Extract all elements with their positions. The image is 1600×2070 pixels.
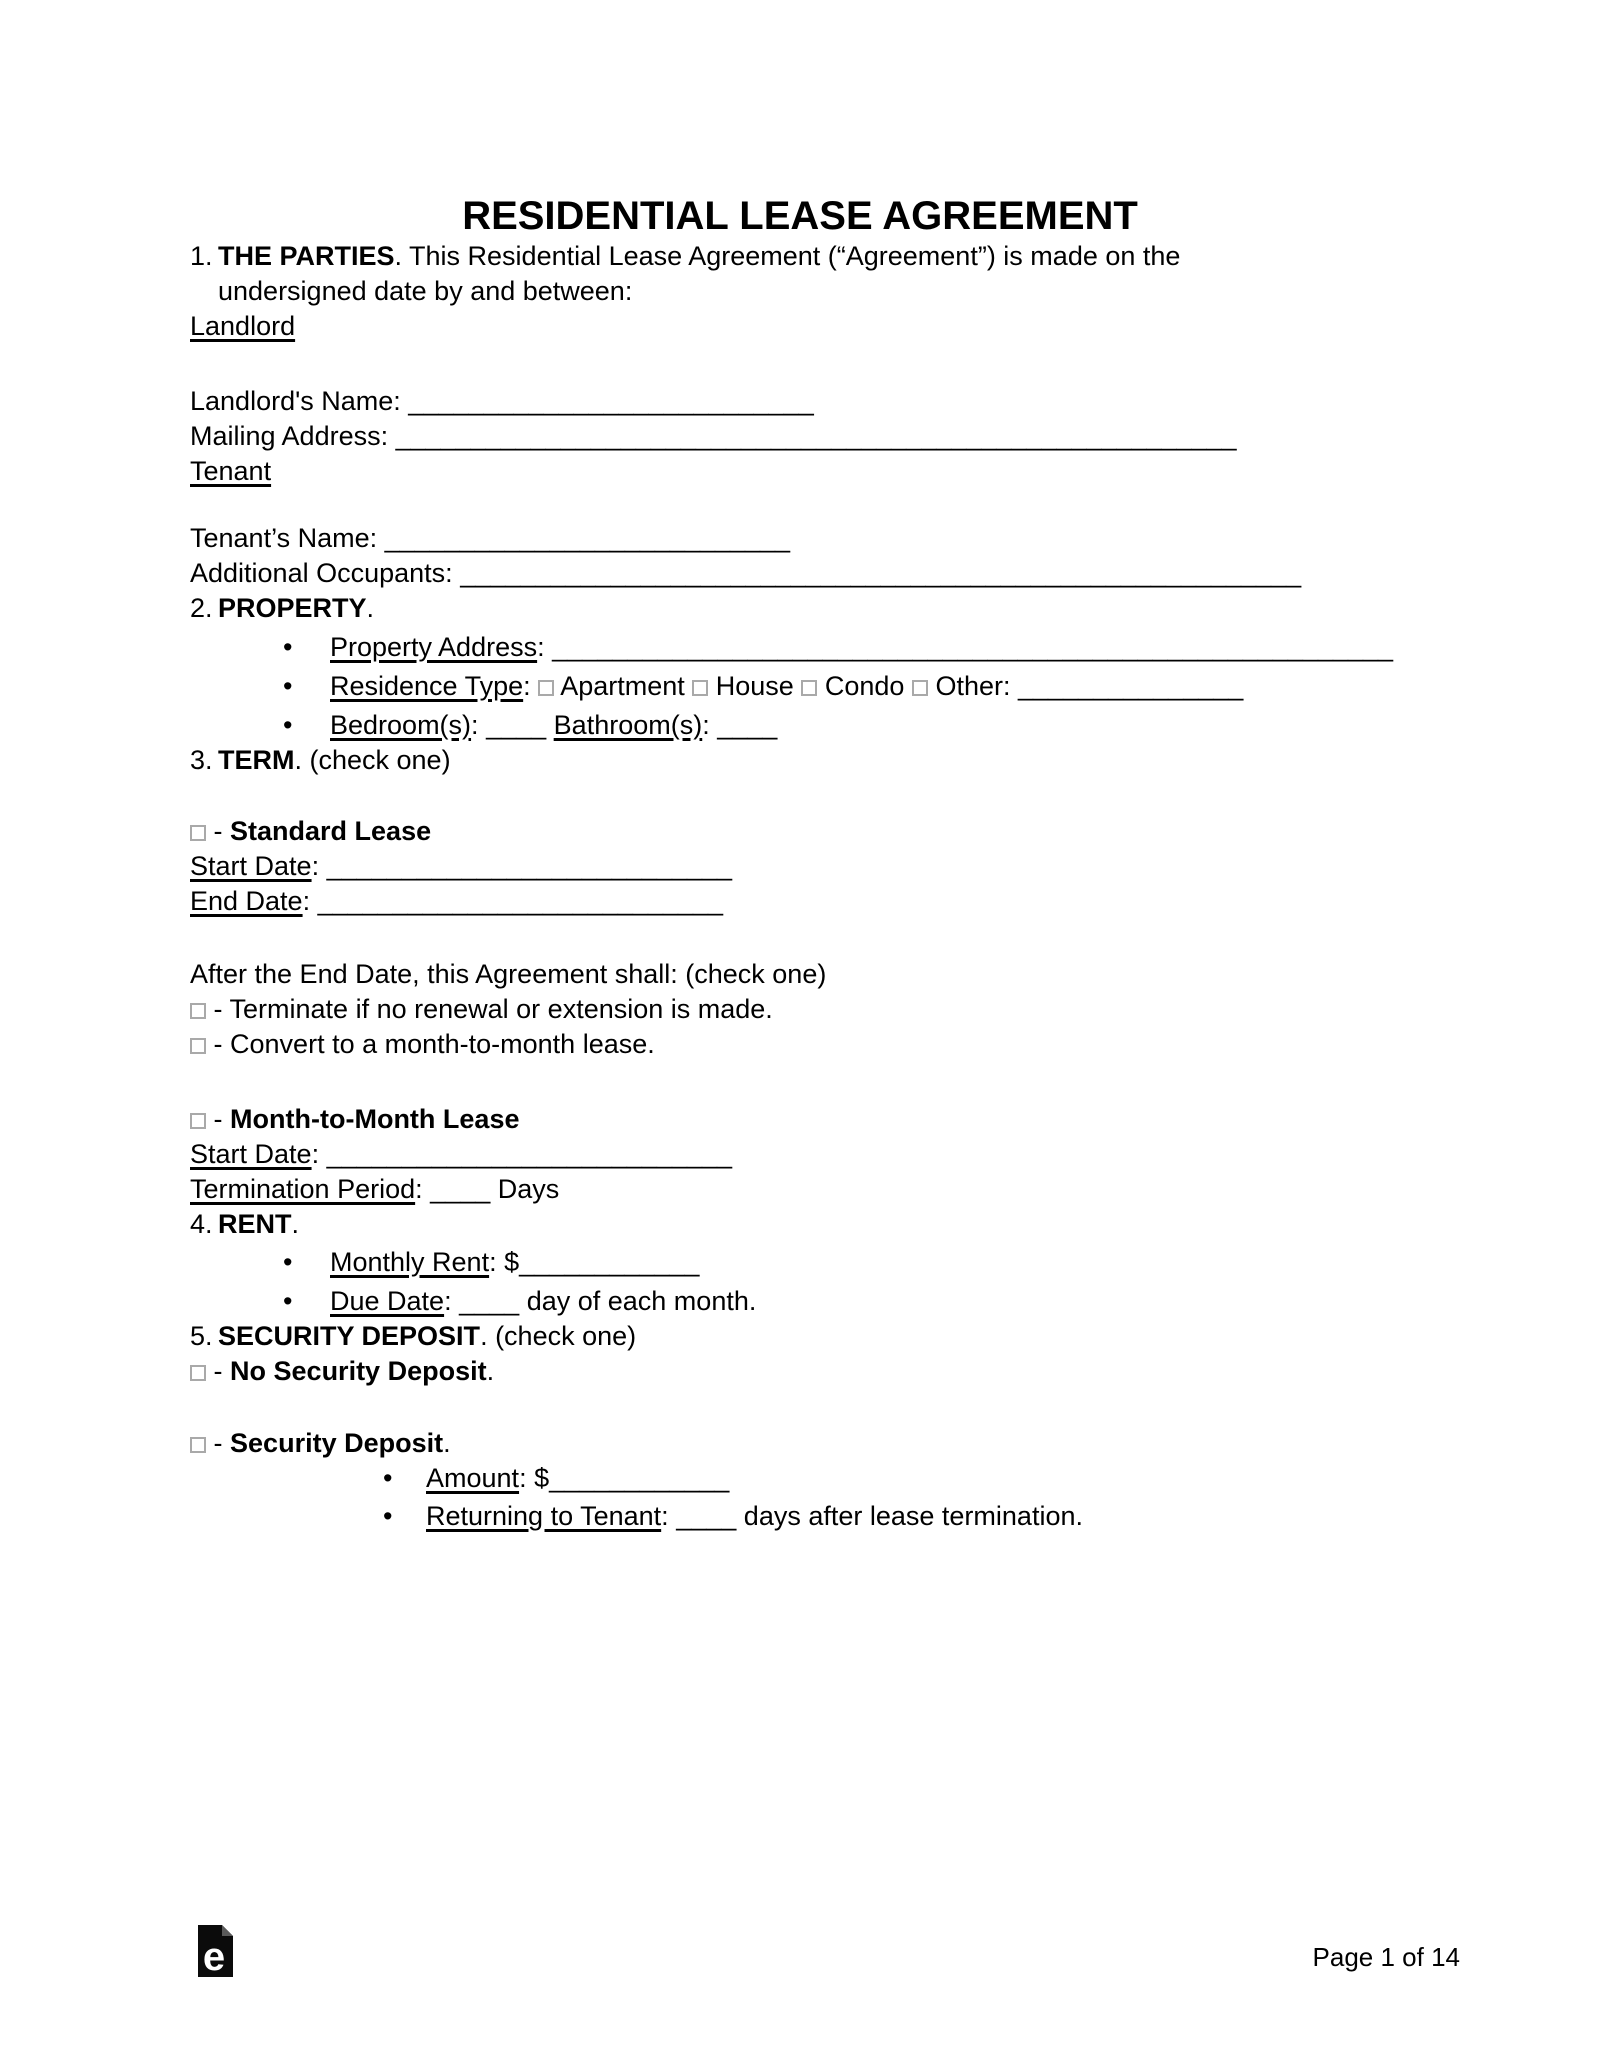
end-date-label: End Date <box>190 886 303 916</box>
dash: - <box>213 816 223 846</box>
deposit-amount-line <box>190 1461 1460 1496</box>
standard-lease-group <box>190 814 1460 919</box>
m2m-start-date-line <box>190 1137 1460 1172</box>
tenant-name-label: Tenant’s Name: <box>190 523 378 553</box>
after-end-date-group <box>190 957 1460 1062</box>
standard-end-date-blank[interactable]: ___________________________ <box>317 886 724 916</box>
mailing-address-blank[interactable]: ________________________________________________________ <box>395 421 1237 451</box>
due-date-line <box>190 1284 1460 1319</box>
bullet-icon: • <box>283 632 293 662</box>
security-section-label: SECURITY DEPOSIT <box>218 1321 481 1351</box>
no-security-deposit-checkbox[interactable] <box>190 1365 206 1381</box>
dash: - <box>213 1428 223 1458</box>
dash: - <box>213 1029 223 1059</box>
termination-period-line <box>190 1172 1460 1207</box>
condo-option-label: Condo <box>824 671 905 701</box>
colon: : <box>444 1286 452 1316</box>
start-date-label: Start Date <box>190 1139 312 1169</box>
condo-checkbox[interactable] <box>801 680 817 696</box>
property-section-label: PROPERTY <box>218 593 367 623</box>
property-bullets <box>190 630 1460 743</box>
returning-to-tenant-line <box>190 1499 1460 1534</box>
mailing-address-line <box>190 419 1460 454</box>
property-address-blank[interactable]: ________________________________________________________ <box>552 632 1394 662</box>
monthly-rent-blank[interactable]: ____________ <box>519 1247 700 1277</box>
tenant-fields <box>190 521 1460 591</box>
monthly-rent-line <box>190 1245 1460 1280</box>
deposit-amount-blank[interactable]: ____________ <box>549 1463 730 1493</box>
standard-start-date-blank[interactable]: ___________________________ <box>326 851 733 881</box>
days-suffix: Days <box>497 1174 560 1204</box>
landlord-heading-line <box>190 309 1460 344</box>
bullet-icon: • <box>283 671 293 701</box>
term-heading-line <box>190 743 1460 778</box>
bathrooms-blank[interactable]: ____ <box>717 710 778 740</box>
parties-heading-line <box>190 239 1460 274</box>
no-security-deposit-label: No Security Deposit <box>230 1356 487 1386</box>
amount-label: Amount <box>426 1463 520 1493</box>
returning-to-tenant-label: Returning to Tenant <box>426 1501 662 1531</box>
returning-suffix: days after lease termination. <box>743 1501 1083 1531</box>
standard-start-date-line <box>190 849 1460 884</box>
tenant-name-line <box>190 521 1460 556</box>
dash: - <box>213 1356 223 1386</box>
colon: : <box>537 632 545 662</box>
property-section-suffix: . <box>366 593 375 623</box>
after-end-date-line <box>190 957 1460 992</box>
rent-section-number: 4. <box>190 1209 213 1239</box>
landlord-name-line <box>190 384 1460 419</box>
security-deposit-group <box>190 1426 1460 1534</box>
returning-days-blank[interactable]: ____ <box>676 1501 737 1531</box>
tenant-heading: Tenant <box>190 456 272 486</box>
property-address-label: Property Address <box>330 632 538 662</box>
bedroom-bathroom-line <box>190 708 1460 743</box>
property-heading-line <box>190 591 1460 626</box>
m2m-start-date-blank[interactable]: ___________________________ <box>326 1139 733 1169</box>
additional-occupants-line <box>190 556 1460 591</box>
terminate-option-label: Terminate if no renewal or extension is made. <box>229 994 773 1024</box>
termination-period-label: Termination Period <box>190 1174 416 1204</box>
security-deposit-line <box>190 1426 1460 1461</box>
term-section-suffix: . (check one) <box>294 745 451 775</box>
dash: - <box>213 994 223 1024</box>
start-date-label: Start Date <box>190 851 312 881</box>
standard-lease-line <box>190 814 1460 849</box>
security-heading-line <box>190 1319 1460 1354</box>
house-option-label: House <box>715 671 794 701</box>
security-deposit-label: Security Deposit <box>230 1428 444 1458</box>
convert-checkbox[interactable] <box>190 1038 206 1054</box>
property-section-number: 2. <box>190 593 213 623</box>
due-date-label: Due Date <box>330 1286 445 1316</box>
security-section-number: 5. <box>190 1321 213 1351</box>
additional-occupants-label: Additional Occupants: <box>190 558 453 588</box>
landlord-name-blank[interactable]: ___________________________ <box>408 386 814 416</box>
eforms-logo-icon <box>198 1925 233 1977</box>
rent-bullets <box>190 1245 1460 1319</box>
apartment-option-label: Apartment <box>560 671 685 701</box>
month-to-month-group <box>190 1102 1460 1207</box>
residence-type-line <box>190 669 1460 704</box>
mailing-address-label: Mailing Address: <box>190 421 389 451</box>
colon: : <box>471 710 479 740</box>
colon: : <box>489 1247 497 1277</box>
other-option-label: Other: <box>935 671 1011 701</box>
term-section-label: TERM <box>218 745 295 775</box>
no-security-deposit-line <box>190 1354 1460 1389</box>
colon: : <box>311 851 320 881</box>
page-number: Page 1 of 14 <box>1312 1942 1460 1972</box>
termination-period-blank[interactable]: ____ <box>430 1174 491 1204</box>
bedrooms-blank[interactable]: ____ <box>486 710 547 740</box>
terminate-option-line <box>190 992 1460 1027</box>
standard-end-date-line <box>190 884 1460 919</box>
bullet-icon: • <box>283 1286 293 1316</box>
colon: : <box>523 671 531 701</box>
residence-type-label: Residence Type <box>330 671 524 701</box>
other-checkbox[interactable] <box>912 680 928 696</box>
bullet-icon: • <box>383 1501 393 1531</box>
property-address-line <box>190 630 1460 665</box>
landlord-fields <box>190 384 1460 454</box>
apartment-checkbox[interactable] <box>538 680 554 696</box>
bullet-icon: • <box>383 1463 393 1493</box>
parties-intro-line-2: undersigned date by and between: <box>218 276 633 306</box>
standard-lease-checkbox[interactable] <box>190 825 206 841</box>
parties-intro-line-2-wrap <box>190 274 1460 309</box>
landlord-heading: Landlord <box>190 311 296 341</box>
rent-heading-line <box>190 1207 1460 1242</box>
monthly-rent-label: Monthly Rent <box>330 1247 490 1277</box>
additional-occupants-blank[interactable]: ________________________________________________________ <box>460 558 1302 588</box>
security-section-suffix: . (check one) <box>480 1321 637 1351</box>
document-title: RESIDENTIAL LEASE AGREEMENT <box>462 194 1138 238</box>
due-date-blank[interactable]: ____ <box>459 1286 520 1316</box>
landlord-name-label: Landlord's Name: <box>190 386 401 416</box>
colon: : <box>519 1463 527 1493</box>
convert-option-line <box>190 1027 1460 1062</box>
period: . <box>443 1428 451 1458</box>
other-residence-blank[interactable]: _______________ <box>1018 671 1244 701</box>
tenant-name-blank[interactable]: ___________________________ <box>384 523 791 553</box>
bedrooms-label: Bedroom(s) <box>330 710 472 740</box>
due-date-suffix: day of each month. <box>526 1286 757 1316</box>
bullet-icon: • <box>283 1247 293 1277</box>
standard-lease-label: Standard Lease <box>230 816 432 846</box>
dash: - <box>213 1104 223 1134</box>
colon: : <box>302 886 311 916</box>
security-deposit-checkbox[interactable] <box>190 1437 206 1453</box>
period: . <box>486 1356 495 1386</box>
parties-section-label: THE PARTIES <box>218 241 395 271</box>
parties-section-number: 1. <box>190 241 213 271</box>
logo-letter: e <box>202 1935 226 1977</box>
month-to-month-line <box>190 1102 1460 1137</box>
colon: : <box>311 1139 320 1169</box>
colon: : <box>661 1501 669 1531</box>
convert-option-label: Convert to a month-to-month lease. <box>230 1029 655 1059</box>
house-checkbox[interactable] <box>692 680 708 696</box>
after-end-date-text: After the End Date, this Agreement shall: (check one) <box>190 959 827 989</box>
tenant-heading-line <box>190 454 1460 489</box>
dollar-sign: $ <box>504 1247 520 1277</box>
month-to-month-checkbox[interactable] <box>190 1113 206 1129</box>
terminate-checkbox[interactable] <box>190 1003 206 1019</box>
term-section-number: 3. <box>190 745 213 775</box>
rent-section-suffix: . <box>291 1209 300 1239</box>
colon: : <box>702 710 710 740</box>
colon: : <box>415 1174 423 1204</box>
month-to-month-label: Month-to-Month Lease <box>230 1104 520 1134</box>
parties-intro-line-1: . This Residential Lease Agreement (“Agreement”) is made on the <box>394 241 1181 271</box>
dollar-sign: $ <box>534 1463 550 1493</box>
rent-section-label: RENT <box>218 1209 292 1239</box>
bullet-icon: • <box>283 710 293 740</box>
bathrooms-label: Bathroom(s) <box>553 710 703 740</box>
